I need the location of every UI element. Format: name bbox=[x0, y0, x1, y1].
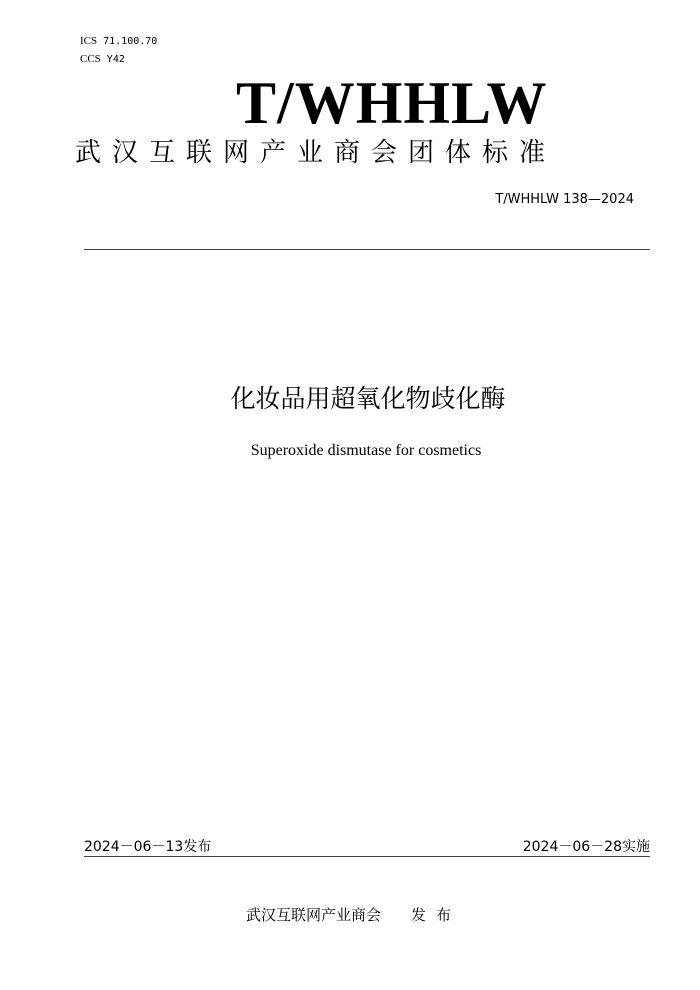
publisher-line bbox=[246, 904, 461, 925]
organization-name: 武汉互联网产业商会团体标准 bbox=[75, 138, 557, 168]
publisher-name: 武汉互联网产业商会 bbox=[246, 906, 382, 924]
top-divider bbox=[84, 249, 650, 250]
standard-number: T/WHHLW 138—2024 bbox=[495, 192, 634, 207]
implementation-date: 2024－06－28实施 bbox=[522, 839, 650, 855]
document-title-chinese: 化妆品用超氧化物歧化酶 bbox=[230, 384, 506, 413]
ccs-label: CCS bbox=[80, 53, 101, 65]
ccs-code bbox=[80, 53, 125, 65]
issue-date: 2024－06－13发布 bbox=[84, 839, 212, 855]
publish-action: 发布 bbox=[411, 906, 462, 924]
ics-value: 71.100.70 bbox=[103, 36, 158, 47]
ics-code bbox=[80, 35, 157, 47]
ccs-value: Y42 bbox=[106, 54, 125, 65]
bottom-divider bbox=[84, 856, 650, 857]
ics-label: ICS bbox=[80, 35, 98, 47]
document-title-english: Superoxide dismutase for cosmetics bbox=[250, 442, 482, 459]
standard-logo: T/WHHLW bbox=[236, 70, 548, 136]
